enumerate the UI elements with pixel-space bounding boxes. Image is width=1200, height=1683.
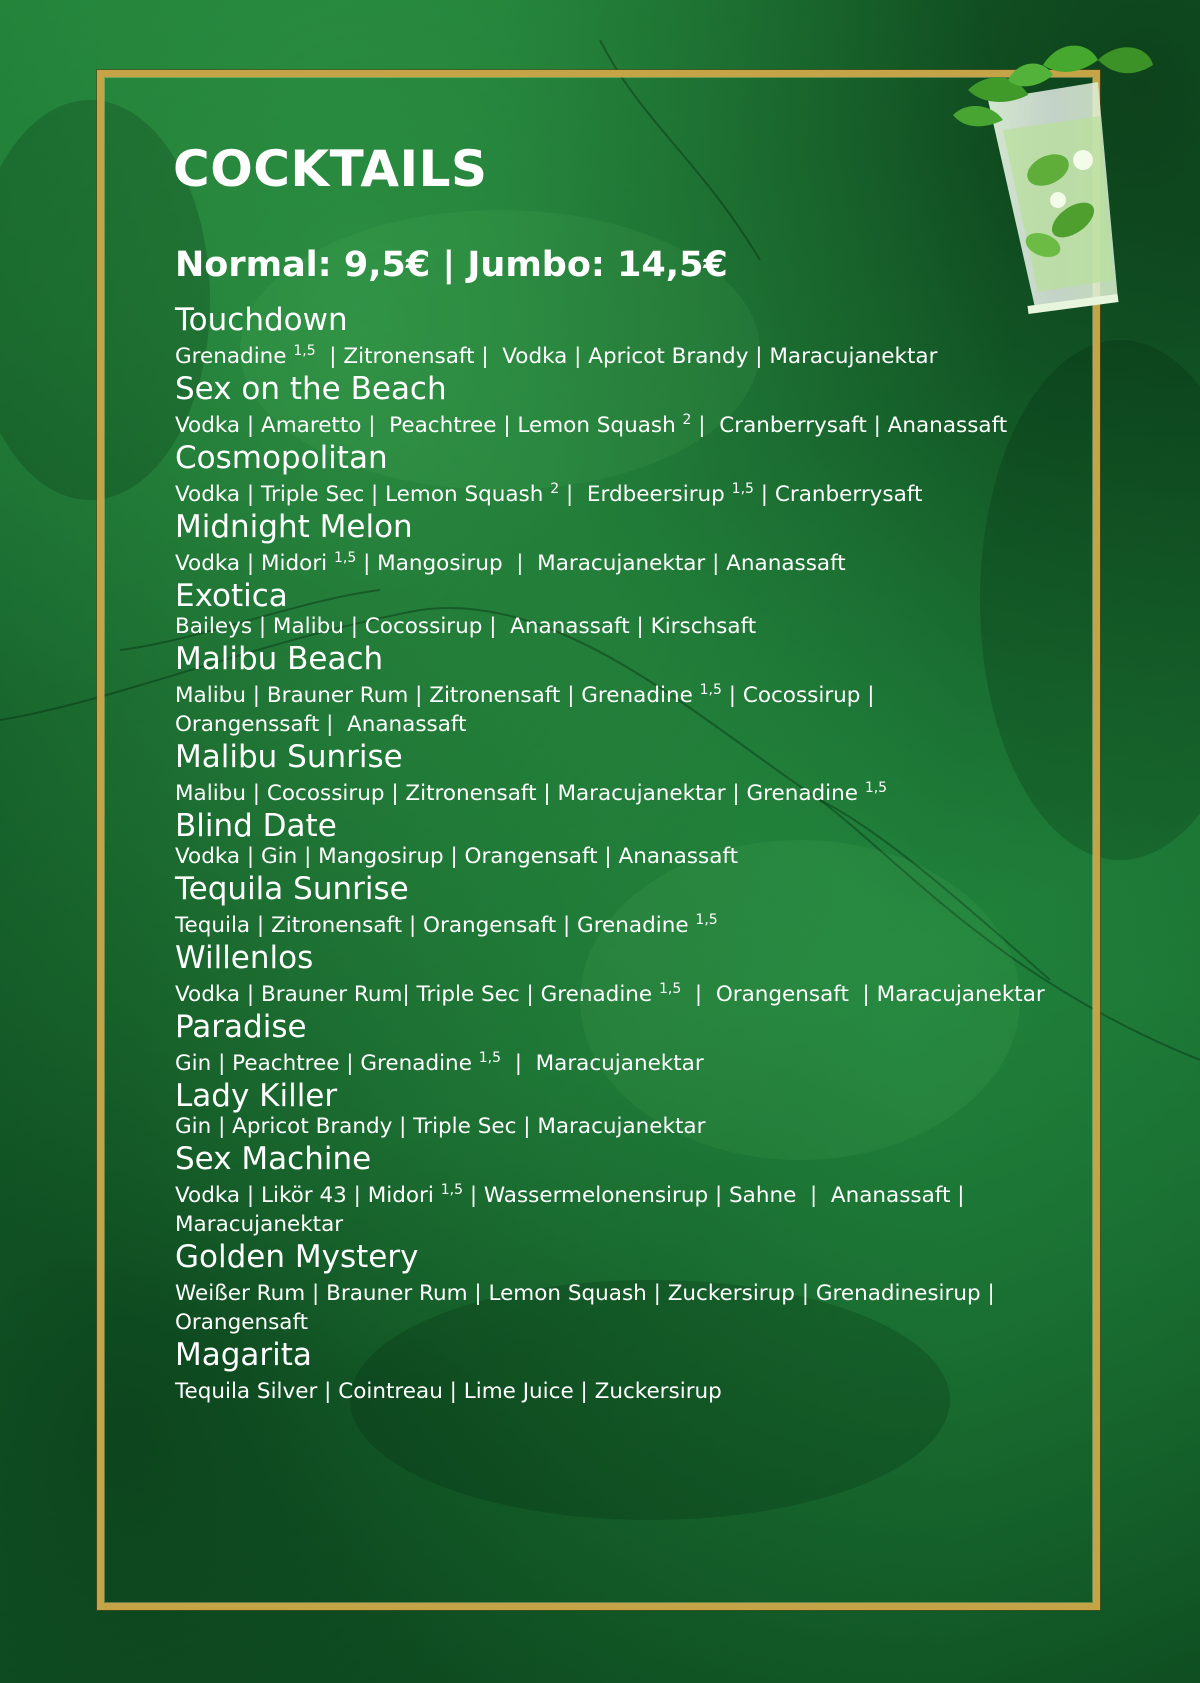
allergen-note: 1,5 [658, 981, 682, 997]
cocktail-ingredients: Orangensaft [175, 1310, 309, 1335]
cocktail-name: Magarita [175, 1337, 312, 1373]
cocktail-name: Cosmopolitan [175, 440, 388, 476]
allergen-note: 1,5 [699, 682, 722, 698]
cocktail-ingredients: Vodka | Likör 43 | Midori $^{1,5}$ | Wassermelonensirup | Sahne | Ananassaft | [175, 1182, 965, 1208]
cocktail-ingredients: Maracujanektar [175, 1212, 344, 1237]
allergen-note: 2 [550, 481, 560, 497]
cocktail-name: Malibu Sunrise [175, 739, 403, 775]
cocktail-name: Sex on the Beach [175, 371, 447, 407]
allergen-note: 1,5 [478, 1050, 502, 1066]
cocktail-ingredients: Malibu | Brauner Rum | Zitronensaft | Grenadine $^{1,5}$ | Cocossirup | [175, 682, 875, 708]
cocktail-name: Tequila Sunrise [175, 871, 409, 907]
allergen-note: 1,5 [440, 1182, 463, 1198]
cocktail-ingredients: Baileys | Malibu | Cocossirup | Ananassaft | Kirschsaft [175, 614, 757, 639]
cocktail-ingredients: Vodka | Triple Sec | Lemon Squash $^2$ | Erdbeersirup $^{1,5}$ | Cranberrysaft [175, 481, 923, 507]
price-info: Normal: 9,5€ | Jumbo: 14,5€ [175, 245, 728, 285]
page-title: COCKTAILS [173, 140, 488, 198]
cocktail-ingredients: Gin | Peachtree | Grenadine $^{1,5}$ | Maracujanektar [175, 1050, 704, 1076]
cocktail-list [175, 302, 1095, 1406]
allergen-note: 1,5 [731, 481, 754, 497]
cocktail-ingredients: Orangenssaft | Ananassaft [175, 712, 467, 737]
allergen-note: 1,5 [333, 550, 357, 566]
cocktail-name: Lady Killer [175, 1078, 338, 1114]
cocktail-name: Blind Date [175, 808, 337, 844]
cocktail-ingredients: Vodka | Midori $^{1,5}$ | Mangosirup | Maracujanektar | Ananassaft [175, 550, 846, 576]
cocktail-name: Touchdown [175, 302, 348, 338]
cocktail-name: Midnight Melon [175, 509, 413, 545]
cocktail-ingredients: Weißer Rum | Brauner Rum | Lemon Squash | Zuckersirup | Grenadinesirup | [175, 1281, 995, 1306]
cocktail-name: Malibu Beach [175, 641, 384, 677]
cocktail-ingredients: Gin | Apricot Brandy | Triple Sec | Maracujanektar [175, 1114, 706, 1139]
cocktail-name: Willenlos [175, 940, 314, 976]
allergen-note: 2 [682, 412, 692, 428]
mojito-glass-icon [948, 20, 1168, 320]
cocktail-name: Sex Machine [175, 1141, 372, 1177]
allergen-note: 1,5 [864, 780, 888, 796]
cocktail-name: Exotica [175, 578, 288, 614]
cocktail-name: Paradise [175, 1009, 307, 1045]
cocktail-ingredients: Vodka | Gin | Mangosirup | Orangensaft | Ananassaft [175, 844, 739, 869]
cocktail-ingredients: Grenadine $^{1,5}$ | Zitronensaft | Vodka | Apricot Brandy | Maracujanektar [175, 343, 938, 369]
cocktail-ingredients: Tequila Silver | Cointreau | Lime Juice | Zuckersirup [175, 1379, 722, 1404]
cocktail-name: Golden Mystery [175, 1239, 419, 1275]
cocktail-ingredients: Tequila | Zitronensaft | Orangensaft | Grenadine $^{1,5}$ [175, 912, 718, 938]
cocktail-ingredients: Vodka | Brauner Rum| Triple Sec | Grenadine $^{1,5}$ | Orangensaft | Maracujanektar [175, 981, 1045, 1007]
cocktail-ingredients: Vodka | Amaretto | Peachtree | Lemon Squash $^2$ | Cranberrysaft | Ananassaft [175, 412, 1008, 438]
cocktail-ingredients: Malibu | Cocossirup | Zitronensaft | Maracujanektar | Grenadine $^{1,5}$ [175, 780, 888, 806]
allergen-note: 1,5 [293, 343, 316, 359]
allergen-note: 1,5 [695, 912, 718, 928]
